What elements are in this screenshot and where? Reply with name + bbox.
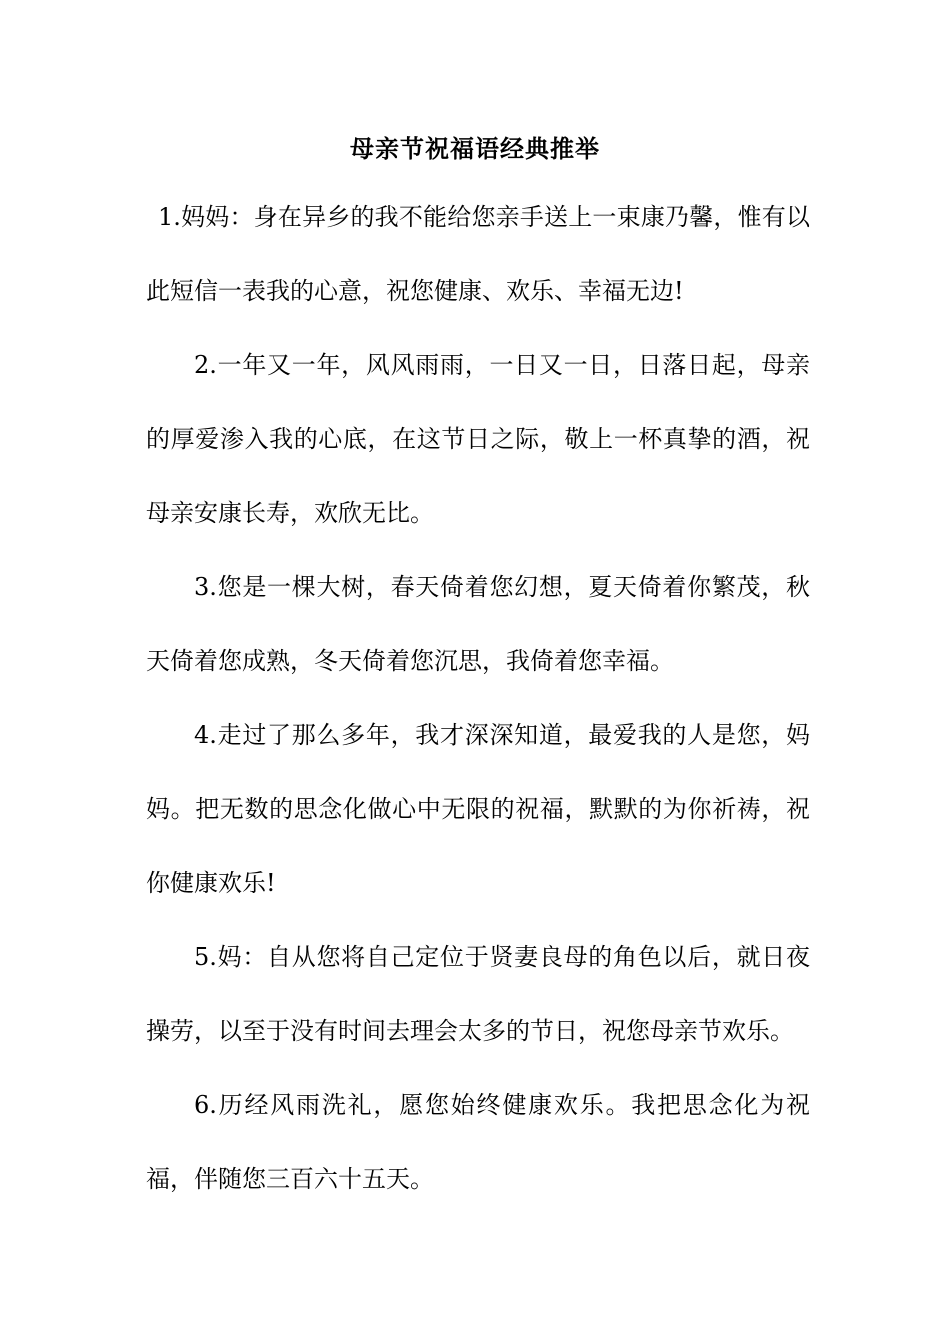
- paragraph-4: 4.走过了那么多年，我才深深知道，最爱我的人是您，妈妈。把无数的思念化做心中无限的祝福，默默的为你祈祷，祝你健康欢乐!: [146, 721, 810, 897]
- paragraph-5: 5.妈：自从您将自己定位于贤妻良母的角色以后，就日夜操劳，以至于没有时间去理会太多的节日，祝您母亲节欢乐。: [146, 943, 810, 1045]
- paragraph-2: 2.一年又一年，风风雨雨，一日又一日，日落日起，母亲的厚爱渗入我的心底，在这节日之际，敬上一杯真挚的酒，祝母亲安康长寿，欢欣无比。: [146, 351, 810, 527]
- paragraph-6: 6.历经风雨洗礼，愿您始终健康欢乐。我把思念化为祝福，伴随您三百六十五天。: [146, 1091, 810, 1193]
- paragraph-1: 1.妈妈：身在异乡的我不能给您亲手送上一束康乃馨，惟有以此短信一表我的心意，祝您健康、欢乐、幸福无边!: [146, 203, 810, 305]
- paragraph-3: 3.您是一棵大树，春天倚着您幻想，夏天倚着你繁茂，秋天倚着您成熟，冬天倚着您沉思，我倚着您幸福。: [146, 573, 810, 675]
- document-title: 母亲节祝福语经典推举: [350, 134, 600, 163]
- document-body: [146, 180, 810, 1216]
